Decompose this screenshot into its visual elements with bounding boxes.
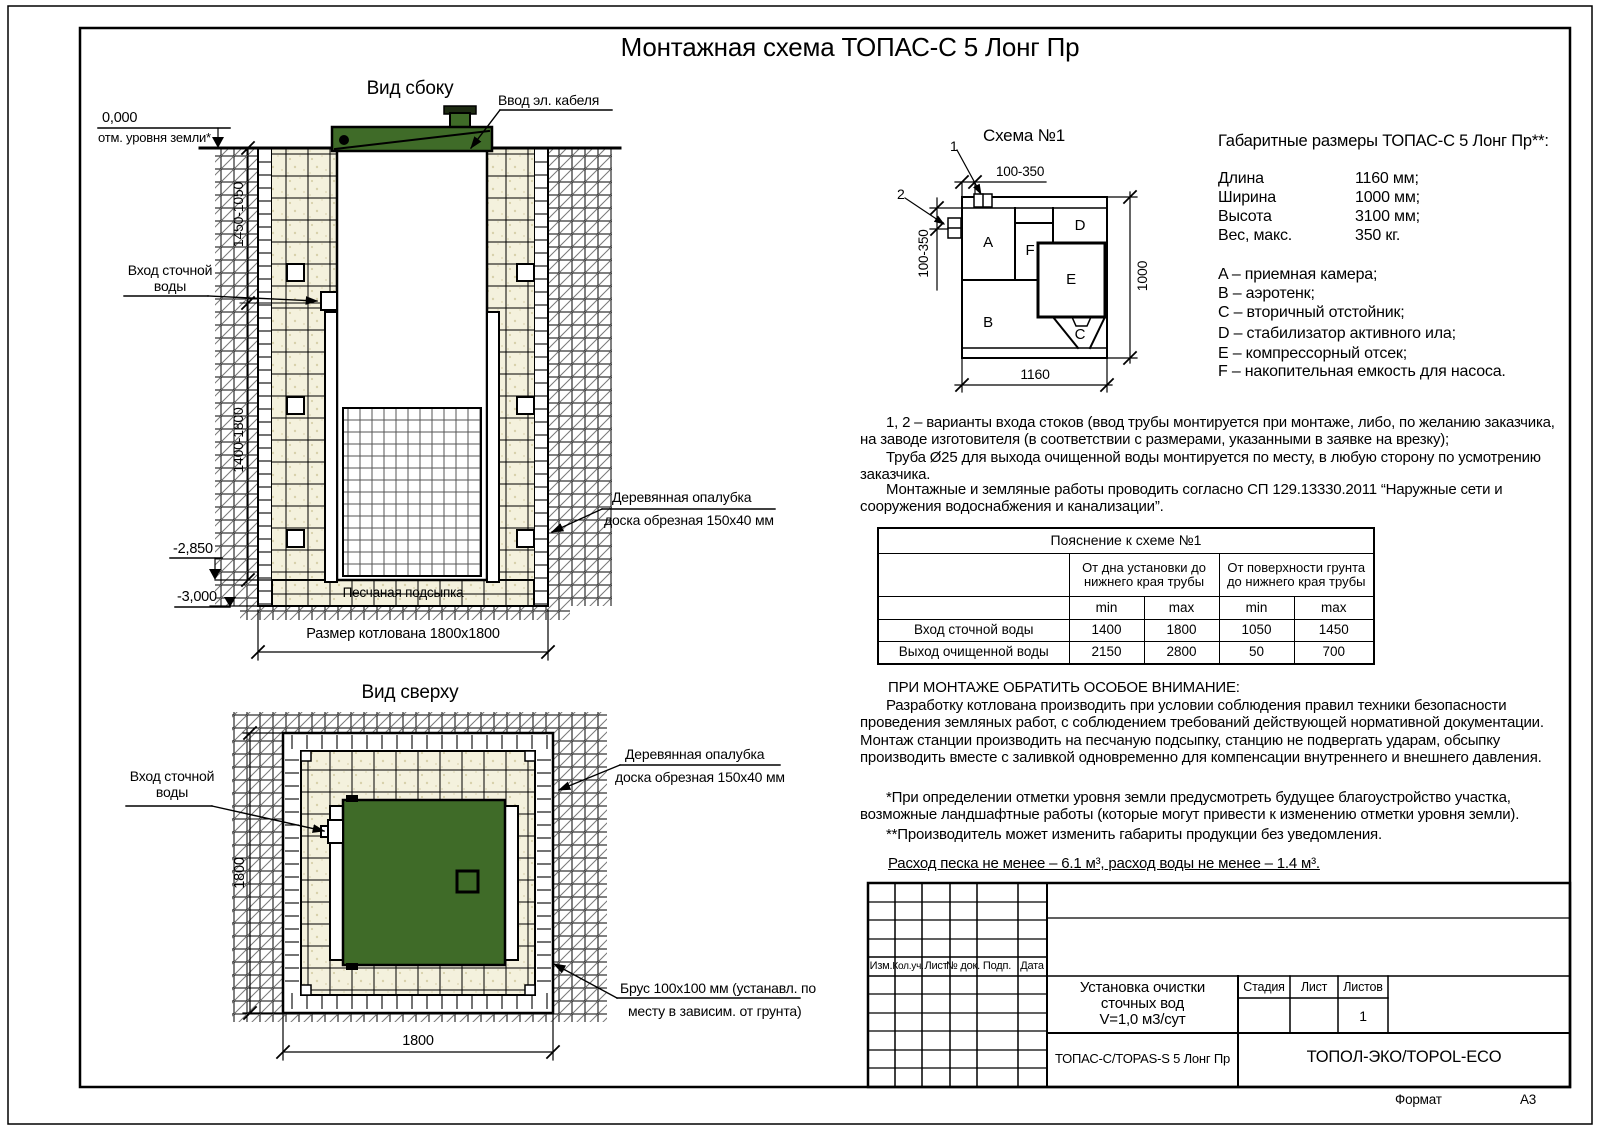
beam-right xyxy=(505,806,518,960)
cell: 1450 xyxy=(1294,620,1374,642)
inlet-pipe-side xyxy=(321,292,337,310)
stamp-col-izm: Изм. xyxy=(869,960,893,972)
beam-label-1: Брус 100x100 мм (устанавл. по xyxy=(620,980,816,996)
spec-label: Ширина xyxy=(1218,189,1276,206)
table-title: Пояснение к схеме №1 xyxy=(878,528,1374,554)
pit-size-label: Размер котлована 1800x1800 xyxy=(306,626,500,642)
formwork-label-top-2: доска обрезная 150x40 мм xyxy=(615,769,785,785)
schema-marker-2: 2 xyxy=(897,186,905,202)
board-left xyxy=(325,312,337,582)
table-corner-cell xyxy=(878,554,1069,597)
compartment-f: F xyxy=(1025,242,1035,259)
stamp-model: ТОПАС-С/TOPAS-S 5 Лонг Пр xyxy=(1054,1051,1231,1066)
table-row xyxy=(878,642,1374,665)
stamp-col-data: Дата xyxy=(1020,960,1044,972)
dim-1800-left: 1800 xyxy=(232,857,248,889)
attention-body: Разработку котлована производить при условии соблюдения правил техники безопасности проведения земляных работ, с соблюдением требований действующей нормативной документации. Монтаж станции производить на песчаную подсыпку, станцию не подвергать ударам, обсыпку производить вместе с заливкой одновременно для компенсации внутреннего и внешнего давления. xyxy=(860,697,1544,766)
table-row xyxy=(878,620,1374,642)
spec-value: 1000 мм; xyxy=(1355,189,1420,206)
schema-dim-right: 1000 xyxy=(1134,260,1150,292)
legend-item: C – вторичный отстойник; xyxy=(1218,304,1405,321)
table-group-header: От поверхности грунта до нижнего края трубы xyxy=(1219,554,1374,597)
specs-heading: Габаритные размеры ТОПАС-С 5 Лонг Пр**: xyxy=(1218,132,1549,150)
footnote-1: *При определении отметки уровня земли предусмотреть будущее благоустройство участка, возможные ландшафтные работы (которые могут привести к изменению отметки уровня земли). xyxy=(860,789,1520,824)
note-variants: 1, 2 – варианты входа стоков (ввод трубы монтируется при монтаже, либо, по желанию заказчика, на заводе изготовителя (в соответствии с размерами, указанными в заявке на врезку); xyxy=(860,414,1555,449)
side-view-drawing xyxy=(98,106,775,660)
table-group-header: От дна установки до нижнего края трубы xyxy=(1069,554,1219,597)
explanation-table xyxy=(877,527,1375,665)
board-right xyxy=(487,312,499,582)
cell: 2150 xyxy=(1069,642,1144,665)
stamp-col-podp: Подп. xyxy=(982,960,1012,972)
compartment-e: E xyxy=(1066,271,1076,288)
spec-value: 3100 мм; xyxy=(1355,208,1420,225)
cell: 700 xyxy=(1294,642,1374,665)
format-value: А3 xyxy=(1520,1092,1537,1107)
spec-value: 1160 мм; xyxy=(1355,170,1419,187)
side-view-title: Вид сбоку xyxy=(366,78,454,99)
spec-value: 350 кг. xyxy=(1355,227,1401,244)
row-label: Вход сточной воды xyxy=(878,620,1069,642)
stamp-sheets-label: Листов xyxy=(1343,980,1383,994)
cell: 50 xyxy=(1219,642,1294,665)
lid-hatch-square xyxy=(457,871,478,892)
cell: 1050 xyxy=(1219,620,1294,642)
top-view-title: Вид сверху xyxy=(361,682,459,703)
tank-ribbing xyxy=(343,408,481,576)
formwork-label-top-1: Деревянная опалубка xyxy=(625,746,765,762)
footnote-2: **Производитель может изменить габариты продукции без уведомления. xyxy=(886,826,1382,843)
note-outlet-pipe: Труба Ø25 для выхода очищенной воды монтируется по месту, в любую сторону по усмотрению заказчика. xyxy=(860,449,1541,484)
cell: 1400 xyxy=(1069,620,1144,642)
max-header: max xyxy=(1144,597,1219,620)
stamp-stage-label: Стадия xyxy=(1243,980,1285,994)
stamp-sheet-label: Лист xyxy=(1300,980,1328,994)
min-header: min xyxy=(1069,597,1144,620)
dim-1450-1050: 1450-1050 xyxy=(230,181,246,248)
legend-item: E – компрессорный отсек; xyxy=(1218,345,1407,362)
consumption-note: Расход песка не менее – 6.1 м³, расход воды не менее – 1.4 м³. xyxy=(888,855,1320,872)
ground-hatch-right xyxy=(548,148,612,606)
dim-1400-1800: 1400-1800 xyxy=(230,407,246,473)
elevation-minus-2850: -2,850 xyxy=(173,541,213,557)
schema-drawing xyxy=(905,150,1137,392)
sand-bedding-label: Песчаная подсыпка xyxy=(342,585,464,600)
stamp-col-list: Лист xyxy=(924,960,948,972)
stamp-title-3: V=1,0 м3/сут xyxy=(1099,1011,1186,1028)
legend-item: A – приемная камера; xyxy=(1218,266,1378,283)
vent-chimney xyxy=(450,113,470,127)
elevation-minus-3000: -3,000 xyxy=(177,589,217,605)
inlet-label-side: Вход сточной воды xyxy=(127,262,213,295)
stamp-col-doc: № док. xyxy=(945,960,981,972)
note-regulations: Монтажные и земляные работы проводить согласно СП 129.13330.2011 “Наружные сети и сооружения водоснабжения и канализации”. xyxy=(860,481,1503,516)
formwork-label-side-1: Деревянная опалубка xyxy=(612,489,752,505)
stamp-title-2: сточных вод xyxy=(1100,995,1185,1012)
stamp-brand: ТОПОЛ-ЭКО/TOPOL-ECO xyxy=(1306,1048,1502,1066)
spec-label: Высота xyxy=(1218,208,1272,225)
format-label: Формат xyxy=(1395,1092,1442,1107)
legend-item: B – аэротенк; xyxy=(1218,285,1315,302)
compartment-b: B xyxy=(983,314,993,331)
cable-entry-label: Ввод эл. кабеля xyxy=(498,92,600,108)
schema-title: Схема №1 xyxy=(983,126,1065,145)
legend-item: D – стабилизатор активного ила; xyxy=(1218,325,1456,342)
schema-dim-left: 100-350 xyxy=(916,229,931,278)
dim-1800-bottom: 1800 xyxy=(402,1033,434,1049)
min-header: min xyxy=(1219,597,1294,620)
compartment-c: C xyxy=(1074,326,1086,343)
compartment-a: A xyxy=(983,234,993,251)
unit-lid-top-view xyxy=(343,800,505,965)
schema-dim-bottom: 1160 xyxy=(1020,366,1050,382)
stamp-sheets-value: 1 xyxy=(1359,1008,1367,1024)
formwork-label-side-2: доска обрезная 150x40 мм xyxy=(604,512,774,528)
legend-item: F – накопительная емкость для насоса. xyxy=(1218,363,1506,380)
inlet-label-top: Вход сточной воды xyxy=(129,768,215,801)
max-header: max xyxy=(1294,597,1374,620)
beam-label-2: месту в зависим. от грунта) xyxy=(628,1003,802,1019)
stamp-col-koluch: Кол.уч. xyxy=(892,961,924,972)
cell: 1800 xyxy=(1144,620,1219,642)
unit-lid-side xyxy=(332,106,492,151)
schema-marker-1: 1 xyxy=(950,138,958,154)
spec-label: Длина xyxy=(1218,170,1264,187)
row-label: Выход очищенной воды xyxy=(878,642,1069,665)
attention-heading: ПРИ МОНТАЖЕ ОБРАТИТЬ ОСОБОЕ ВНИМАНИЕ: xyxy=(888,679,1240,696)
stamp-title-1: Установка очистки xyxy=(1079,979,1206,996)
inlet-pipe-top xyxy=(328,820,343,843)
elevation-zero: 0,000 xyxy=(102,110,138,126)
spec-label: Вес, макс. xyxy=(1218,227,1292,244)
schema-dim-top: 100-350 xyxy=(996,164,1045,179)
ground-hatch-bottom xyxy=(240,606,570,620)
cell: 2800 xyxy=(1144,642,1219,665)
elevation-zero-note: отм. уровня земли* xyxy=(98,130,211,145)
compartment-d: D xyxy=(1074,217,1086,234)
page-title: Монтажная схема ТОПАС-С 5 Лонг Пр xyxy=(620,32,1080,62)
